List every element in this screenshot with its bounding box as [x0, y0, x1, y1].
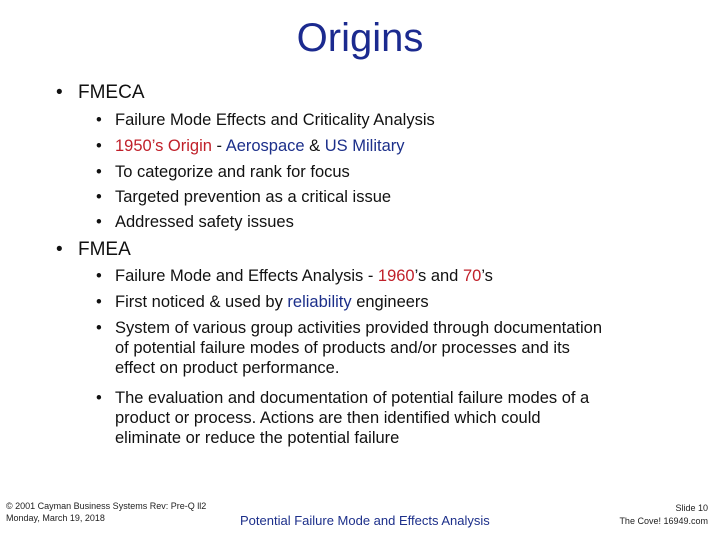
us-military-text: US Military [324, 137, 405, 155]
fmea-item-3 [115, 318, 675, 378]
fmeca-item-2 [115, 136, 675, 156]
fmea-item-3-line-3: effect on product performance. [115, 359, 340, 377]
bullet-icon: • [56, 82, 63, 103]
fmea-item-4-line-2: product or process. Actions are then identified which could [115, 409, 541, 427]
fmeca-item-1: Failure Mode Effects and Criticality Analysis [115, 111, 435, 129]
fmeca-item-5: Addressed safety issues [115, 213, 294, 231]
bullet-icon: • [56, 239, 63, 260]
footer-date: Monday, March 19, 2018 [6, 513, 105, 523]
bullet-icon: • [96, 319, 102, 337]
year-70-text: 70 [462, 267, 482, 285]
fmea-item-2-end-text: engineers [351, 293, 429, 311]
fmea-item-1-end-text: ’s [481, 267, 493, 285]
fmea-item-2 [115, 292, 675, 312]
fmea-item-4 [115, 388, 675, 448]
separator-text: - [211, 137, 226, 155]
bullet-icon: • [96, 137, 102, 155]
bullet-icon: • [96, 188, 102, 206]
fmeca-item-3: To categorize and rank for focus [115, 163, 350, 181]
ampersand-text: & [304, 137, 325, 155]
slide-number: Slide 10 [675, 503, 708, 513]
section-heading-fmea: FMEA [78, 239, 131, 260]
fmea-item-2-text: First noticed & used by [115, 293, 288, 311]
bullet-icon: • [96, 163, 102, 181]
slide-title: Origins [296, 16, 424, 60]
fmea-item-3-line-2: of potential failure modes of products and/or processes and its [115, 339, 570, 357]
fmea-item-1 [115, 266, 675, 286]
fmea-item-3-line-1: System of various group activities provided through documentation [115, 319, 603, 337]
aerospace-text: Aerospace [225, 137, 305, 155]
section-heading-fmeca: FMECA [78, 82, 145, 103]
fmea-item-1-mid-text: ’s and [414, 267, 463, 285]
fmea-item-4-line-1: The evaluation and documentation of potential failure modes of a [115, 389, 590, 407]
bullet-icon: • [96, 267, 102, 285]
year-1960-text: 1960 [377, 267, 415, 285]
footer-site: The Cove! 16949.com [619, 516, 708, 526]
bullet-icon: • [96, 293, 102, 311]
fmeca-item-4: Targeted prevention as a critical issue [115, 188, 392, 206]
origin-year-text: 1950’s Origin [115, 137, 212, 155]
footer-slide-info [619, 502, 708, 528]
fmea-item-1-text: Failure Mode and Effects Analysis - [115, 267, 378, 285]
footer-title: Potential Failure Mode and Effects Analysis [240, 513, 490, 528]
bullet-icon: • [96, 213, 102, 231]
fmea-item-4-line-3: eliminate or reduce the potential failure [115, 429, 400, 447]
bullet-icon: • [96, 111, 102, 129]
footer-copyright: © 2001 Cayman Business Systems Rev: Pre-Q ll2 [6, 501, 207, 511]
bullet-icon: • [96, 389, 102, 407]
reliability-text: reliability [287, 293, 352, 311]
